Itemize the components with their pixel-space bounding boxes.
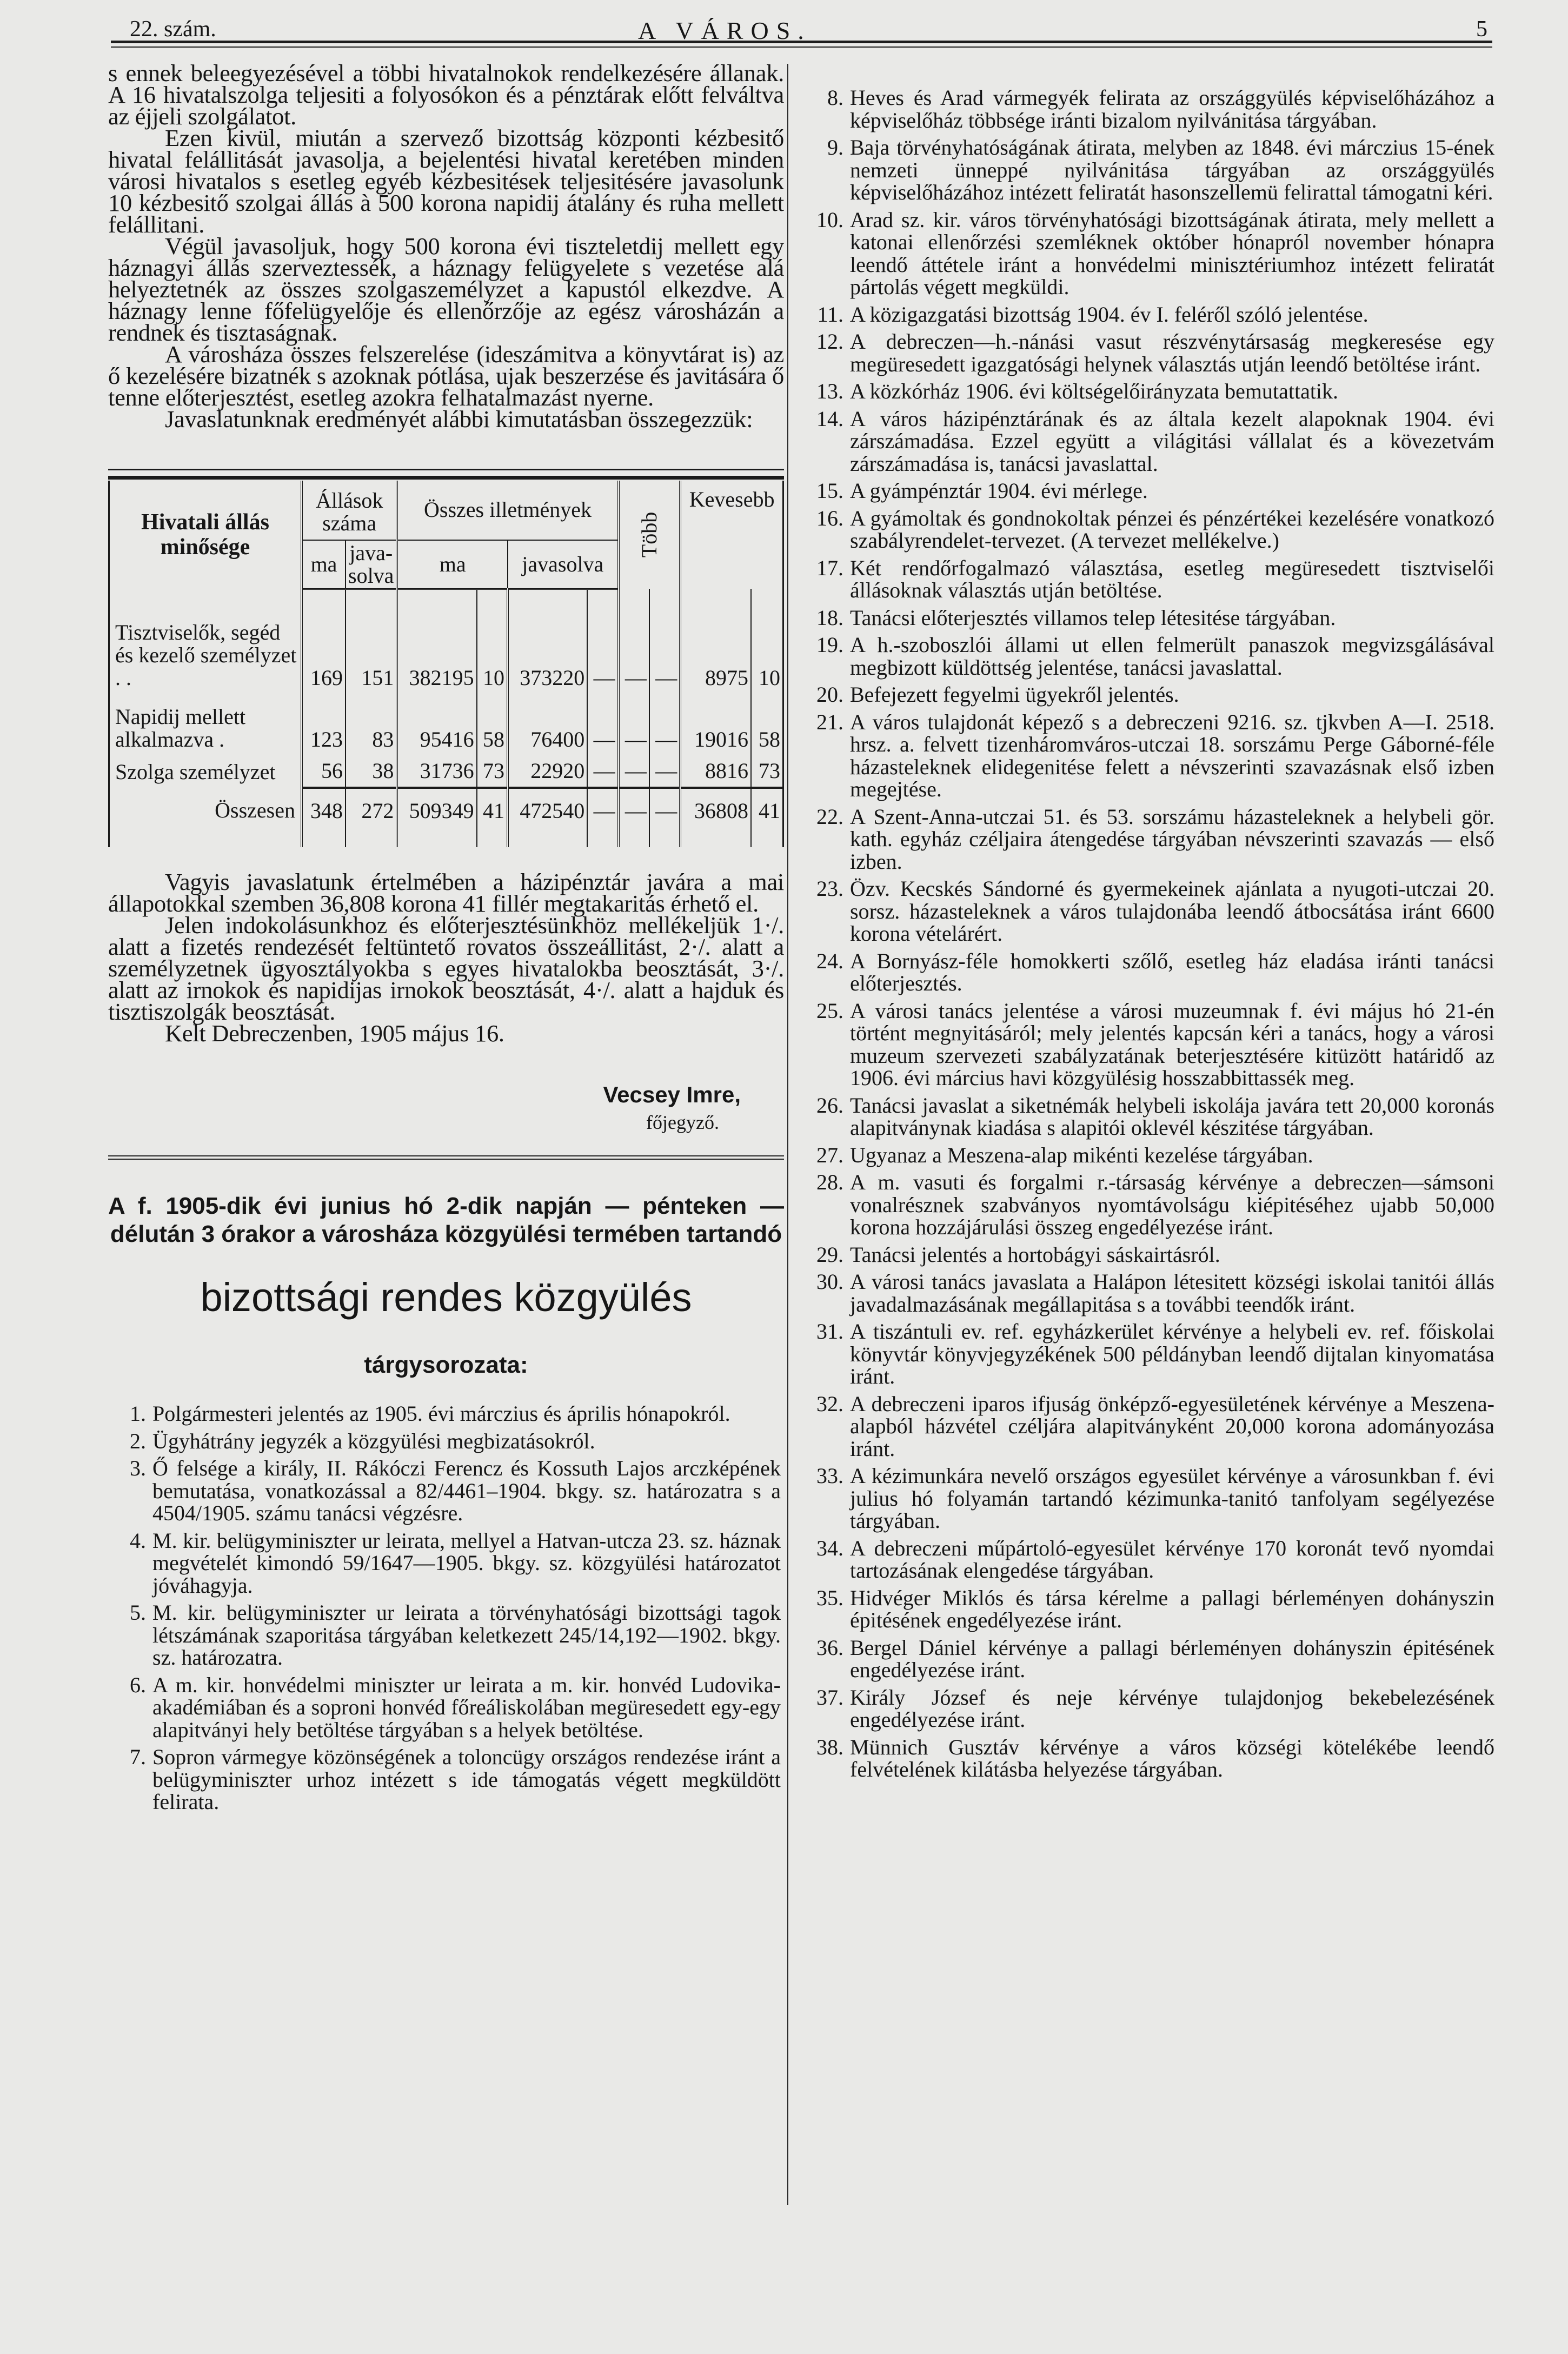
agenda-item	[800, 1537, 1498, 1582]
agenda-text: Ő felsége a király, II. Rákóczi Ferencz és Kossuth Lajos arczképének bemutatása, vonatkozással a 82/4461–1904. bkgy. sz. határozatra s a 4504/1905. számu tanácsi végzésre.	[152, 1456, 781, 1525]
agenda-item	[119, 1430, 784, 1453]
agenda-text: A közkórház 1906. évi költségelőirányzata bemutattatik.	[850, 379, 1339, 403]
meeting-title: bizottsági rendes közgyülés	[200, 1275, 692, 1320]
agenda-text: Sopron vármegye közönségének a toloncügy országos rendezése iránt a belügyminiszter urhoz intézett s ide támogatás végett megküldött felirata.	[152, 1745, 781, 1814]
cell-salary-today-filler: 73	[477, 751, 508, 788]
cell-salary-proposed-korona: 76400	[508, 689, 587, 751]
agenda-number: 35.	[816, 1585, 843, 1610]
table-row	[109, 689, 783, 751]
cell-more-korona: —	[619, 689, 649, 751]
header-less: Kevesebb	[680, 481, 783, 589]
agenda-text: A kézimunkára nevelő országos egyesület kérvénye a városunkban f. évi julius hó folyamán tartandó kézimunka-tanitó tanfolyam segélyezése tárgyában.	[850, 1464, 1494, 1533]
table-total-row	[109, 788, 783, 847]
agenda-item	[800, 1271, 1498, 1315]
signature-name: Vecsey Imre,	[603, 1082, 741, 1107]
cell-more-filler: —	[649, 589, 680, 689]
agenda-text: Baja törvényhatóságának átirata, melyben az 1848. évi márczius 15-ének nemzeti ünneppé nyilvánitása tárgyában az országgyülés képviselőházához intézett feliratát hasonszellemü felirattal támogatni kéri.	[850, 135, 1494, 204]
agenda-number: 7.	[130, 1745, 146, 1769]
agenda-item	[119, 1746, 784, 1813]
agenda-item	[800, 1393, 1498, 1460]
cell-less-korona: 19016	[680, 689, 751, 751]
paragraph: A városháza összes felszerelése (ideszámitva a könyvtárat is) az ő kezelésére bizatnék s azoknak pótlása, ujak beszerzése és javitására ő tenne előterjesztést, esetleg azokra felhatalmazást nyerne.	[108, 341, 784, 411]
agenda-item	[800, 507, 1498, 552]
cell-pos-today: 169	[302, 589, 346, 689]
cell-less-korona: 8975	[680, 589, 751, 689]
row-label: Napidij mellett alkalmazva .	[109, 689, 302, 751]
agenda-number: 3.	[130, 1456, 146, 1480]
agenda-item	[800, 330, 1498, 375]
cell-less-filler: 73	[751, 751, 783, 788]
agenda-number: 27.	[816, 1142, 843, 1167]
agenda-text: A h.-szoboszlói állami ut ellen felmerült panaszok megvizsgálásával megbizott küldöttség jelentése, tanácsi javaslattal.	[850, 633, 1494, 680]
paragraph: Végül javasoljuk, hogy 500 korona évi tiszteletdij mellett egy háznagyi állás szerveztessék, a háznagy felügyelete s vezetése alá helyeztetnék az összes szolgaszemélyzet a kapustól elkezdve. A háznagy lenne főfelügyelője és ellenőrzője az egész városházán a rendnek és tisztaságnak.	[108, 232, 784, 346]
agenda-number: 34.	[816, 1535, 843, 1560]
agenda-number: 14.	[816, 406, 843, 431]
agenda-number: 26.	[816, 1093, 843, 1118]
row-label: Tisztviselők, segéd és kezelő személyzet . .	[109, 589, 302, 689]
cell-pos-today: 123	[302, 689, 346, 751]
agenda-text: Hidvéger Miklós és társa kérelme a pallagi bérleményen dohányszin épitésének engedélyezése iránt.	[850, 1585, 1494, 1632]
agenda-number: 30.	[816, 1269, 843, 1294]
cell-salary-today-korona: 95416	[397, 689, 476, 751]
agenda-text: Két rendőrfogalmazó választása, esetleg megüresedett tisztviselői állásoknak választás utján betöltése.	[850, 555, 1494, 602]
salary-table	[108, 469, 784, 847]
cell-less-filler: 10	[751, 589, 783, 689]
cell-salary-today-korona: 382195	[397, 589, 476, 689]
agenda-number: 23.	[816, 876, 843, 901]
agenda-item	[800, 136, 1498, 204]
cell-salary-today-filler: 10	[477, 589, 508, 689]
header-rule	[111, 41, 1492, 48]
cell-salary-proposed-korona: 22920	[508, 751, 587, 788]
agenda-text: A debreczeni iparos ifjuság önképző-egyesületének kérvénye a Meszena-alapból házvétel czéljára alapitványként 20,000 korona adományozása iránt.	[850, 1391, 1494, 1461]
agenda-item	[800, 607, 1498, 629]
header-position-type: Hivatali állás minősége	[109, 481, 302, 589]
agenda-text: A város tulajdonát képező s a debreczeni 9216. sz. tjkvben A—I. 2518. hrsz. a. felvett tizenháromváros-utczai 18. sorszámu Perge Gáborné-féle házasteleknek elidegenitése felett a névszerinti szavazásnak első izben megejtése.	[850, 709, 1494, 801]
agenda-text: Király József és neje kérvénye tulajdonjog bekebelezésének engedélyezése iránt.	[850, 1685, 1494, 1732]
agenda-text: Tanácsi jelentés a hortobágyi sáskairtásról.	[850, 1242, 1220, 1267]
subheader-positions-today: ma	[302, 540, 346, 589]
agenda-item	[119, 1402, 784, 1425]
agenda-item	[800, 634, 1498, 679]
cell-more-korona: —	[619, 589, 649, 689]
agenda-item	[800, 87, 1498, 131]
agenda-item	[119, 1457, 784, 1525]
paragraph: Ezen kivül, miután a szervező bizottság központi kézbesitő hivatal felállitását javasolja, a bejelentési hivatal keretében minden városi hivatalos s esetleg egyéb kézbesitések teljesitésére javasolunk 10 kézbesitő szolgai állás à 500 korona napidij átalány és ruha mellett felállitani.	[108, 124, 784, 238]
cell-less-filler: 58	[751, 689, 783, 751]
agenda-number: 13.	[816, 379, 843, 403]
total-more-filler: —	[649, 788, 680, 847]
paragraph: Vagyis javaslatunk értelmében a házipénztár javára a mai állapotokkal szemben 36,808 korona 41 fillér megtakaritás érhető el.	[108, 868, 784, 917]
agenda-text: A városi tanács jelentése a városi muzeumnak f. évi május hó 21-én történt megnyitásáról; mely jelentés kapcsán kéri a tanács, hogy a városi muzeum szervezeti szabályzatának beterjesztésére kitüzött határidő az 1906. évi március havi közgyülésig hosszabbittassék meg.	[850, 998, 1494, 1090]
agenda-list-left	[108, 1402, 784, 1813]
agenda-item	[800, 877, 1498, 945]
agenda-list-right	[800, 87, 1498, 1781]
agenda-item	[800, 1000, 1498, 1089]
cell-more-filler: —	[649, 751, 680, 788]
agenda-item	[800, 1320, 1498, 1388]
cell-less-korona: 8816	[680, 751, 751, 788]
agenda-number: 33.	[816, 1464, 843, 1488]
column-divider	[787, 64, 788, 2205]
agenda-number: 8.	[827, 85, 843, 110]
agenda-number: 25.	[816, 998, 843, 1023]
cell-salary-proposed-korona: 373220	[508, 589, 587, 689]
agenda-item	[119, 1530, 784, 1597]
cell-more-korona: —	[619, 751, 649, 788]
table-header-row	[109, 481, 783, 540]
agenda-text: A Szent-Anna-utczai 51. és 53. sorszámu házasteleknek a helybeli gör. kath. egyház czéljaira átengedése tárgyában névszerinti szavazás — első izben.	[850, 804, 1494, 874]
subheader-salary-today: ma	[397, 540, 508, 589]
agenda-text: Arad sz. kir. város törvényhatósági bizottságának átirata, mely mellett a katonai ellenőrzési szemléknek október hónapról november hónapra leendő áttétele iránt a honvédelmi minisztériumhoz intézett feliratát pártolás végett megküldi.	[850, 207, 1494, 299]
agenda-item	[119, 1674, 784, 1741]
header-more	[619, 481, 681, 589]
agenda-number: 29.	[816, 1242, 843, 1267]
total-salary-proposed-filler: —	[587, 788, 618, 847]
agenda-number: 38.	[816, 1734, 843, 1759]
agenda-heading: tárgysorozata:	[364, 1352, 528, 1378]
agenda-item	[800, 1465, 1498, 1532]
header-total-salaries: Összes illetmények	[397, 481, 618, 540]
subheader-positions-proposed: java-solva	[346, 540, 397, 589]
paragraph: s ennek beleegyezésével a többi hivatalnokok rendelkezésére állanak. A 16 hivatalszolga teljesiti a folyosókon és a pénztárak előtt felváltva az éjjeli szolgálatot.	[108, 59, 784, 130]
agenda-item	[800, 806, 1498, 873]
agenda-number: 5.	[130, 1600, 146, 1625]
agenda-number: 22.	[816, 804, 843, 829]
agenda-text: M. kir. belügyminiszter ur leirata a törvényhatósági bizottsági tagok létszámának szaporitása tárgyában keletkezett 245/14,192—1902. bkgy. sz. határozatra.	[152, 1600, 781, 1670]
section-separator	[108, 1155, 784, 1160]
agenda-number: 1.	[130, 1401, 146, 1426]
agenda-number: 16.	[816, 506, 843, 530]
cell-more-filler: —	[649, 689, 680, 751]
agenda-text: A gyámpénztár 1904. évi mérlege.	[850, 478, 1148, 503]
agenda-number: 10.	[816, 207, 843, 232]
agenda-item	[800, 209, 1498, 298]
row-label: Szolga személyzet	[109, 751, 302, 788]
agenda-number: 9.	[827, 135, 843, 159]
cell-salary-proposed-filler: —	[587, 751, 618, 788]
issue-number: 22. szám.	[130, 17, 216, 42]
agenda-text: Ügyhátrány jegyzék a közgyülési megbizatásokról.	[152, 1428, 595, 1453]
paragraph: Jelen indokolásunkhoz és előterjesztésünkhöz mellékeljük 1·/. alatt a fizetés rendezését feltüntető rovatos összeállitást, 2·/. alatt a személyzetnek ügyosztályokba s egyes hivatalokba beosztását, 3·/. alatt az irnokok és napidijas irnokok beosztását, 4·/. alatt a hajduk és tisztiszolgák beosztását.	[108, 912, 784, 1025]
agenda-text: Tanácsi javaslat a siketnémák helybeli iskolája javára tett 20,000 koronás alapitványnak kiadása s alapitói oklevél készitése tárgyában.	[850, 1093, 1494, 1140]
header-positions-count: Állások száma	[302, 481, 397, 540]
agenda-text: A m. kir. honvédelmi miniszter ur leirata a m. kir. honvéd Ludovika-akadémiában és a soproni honvéd főreáliskolában megüresedett egy-egy alapitványi hely betöltése tárgyában s a helyek betöltése.	[152, 1672, 781, 1742]
total-salary-proposed-korona: 472540	[508, 788, 587, 847]
agenda-text: A debreczeni műpártoló-egyesület kérvénye 170 koronát tevő nyomdai tartozásának elengedése tárgyában.	[850, 1535, 1494, 1582]
agenda-text: Heves és Arad vármegyék felirata az országgyülés képviselőházához a képviselőház többsége iránti bizalom nyilvánitása tárgyában.	[850, 85, 1494, 132]
agenda-text: A tiszántuli ev. ref. egyházkerület kérvénye a helybeli ev. ref. főiskolai könyvtár könyvjegyzékének 500 példányban leendő dijtalan kinyomatása iránt.	[850, 1319, 1494, 1388]
agenda-text: Özv. Kecskés Sándorné és gyermekeinek ajánlata a nyugoti-utczai 20. sorsz. házasteleknek a város tulajdonába leendő átbocsátása iránt 6600 korona vételárért.	[850, 876, 1494, 946]
agenda-number: 36.	[816, 1635, 843, 1660]
agenda-number: 2.	[130, 1428, 146, 1453]
cell-pos-today: 56	[302, 751, 346, 788]
agenda-item	[800, 1587, 1498, 1632]
agenda-text: A gyámoltak és gondnokoltak pénzei és pénzértékei kezelésére vonatkozó szabályrendelet-tervezet. (A tervezet mellékelve.)	[850, 506, 1494, 553]
agenda-number: 21.	[816, 709, 843, 734]
agenda-number: 37.	[816, 1685, 843, 1710]
header-more-label: Több	[636, 511, 661, 558]
right-column	[800, 87, 1498, 1786]
agenda-item	[800, 1171, 1498, 1239]
agenda-number: 18.	[816, 605, 843, 630]
agenda-number: 4.	[130, 1528, 146, 1553]
total-salary-today-korona: 509349	[397, 788, 476, 847]
agenda-number: 20.	[816, 682, 843, 707]
agenda-item	[800, 303, 1498, 326]
journal-title: A VÁROS.	[638, 17, 812, 44]
cell-pos-proposed: 151	[346, 589, 397, 689]
agenda-number: 19.	[816, 633, 843, 657]
agenda-text: Polgármesteri jelentés az 1905. évi márczius és április hónapokról.	[152, 1401, 730, 1426]
agenda-item	[800, 408, 1498, 475]
agenda-item	[800, 480, 1498, 502]
cell-salary-today-filler: 58	[477, 689, 508, 751]
agenda-item	[800, 683, 1498, 706]
date-line: Kelt Debreczenben, 1905 május 16.	[165, 1020, 504, 1047]
agenda-text: Befejezett fegyelmi ügyekről jelentés.	[850, 682, 1179, 707]
agenda-item	[800, 1637, 1498, 1681]
agenda-text: M. kir. belügyminiszter ur leirata, mellyel a Hatvan-utcza 23. sz. háznak megvételét kimondó 59/1647—1905. bkgy. sz. közgyülési határozatot jóváhagyja.	[152, 1528, 781, 1598]
agenda-number: 15.	[816, 478, 843, 503]
cell-pos-proposed: 83	[346, 689, 397, 751]
total-less-filler: 41	[751, 788, 783, 847]
agenda-item	[800, 1686, 1498, 1731]
agenda-number: 6.	[130, 1672, 146, 1697]
left-column	[108, 59, 784, 1818]
agenda-text: Bergel Dániel kérvénye a pallagi bérleményen dohányszin épitésének engedélyezése iránt.	[850, 1635, 1494, 1682]
meeting-notice: A f. 1905-dik évi junius hó 2-dik napján — pénteken — délután 3 órakor a városháza közgyülési termében tartandó	[108, 1193, 784, 1247]
total-salary-today-filler: 41	[477, 788, 508, 847]
agenda-item	[800, 380, 1498, 403]
agenda-item	[119, 1601, 784, 1669]
total-more-korona: —	[619, 788, 649, 847]
total-less-korona: 36808	[680, 788, 751, 847]
agenda-text: Münnich Gusztáv kérvénye a város községi kötelékébe leendő felvételének kilátásba helyezése tárgyában.	[850, 1734, 1494, 1781]
agenda-text: A város házipénztárának és az általa kezelt alapoknak 1904. évi zárszámadása. Ezzel együtt a világitási vállalat és a kövezetvám zárszámadása is, tanácsi javaslattal.	[850, 406, 1494, 476]
agenda-number: 17.	[816, 555, 843, 580]
agenda-text: Ugyanaz a Meszena-alap mikénti kezelése tárgyában.	[850, 1142, 1313, 1167]
agenda-text: Tanácsi előterjesztés villamos telep létesitése tárgyában.	[850, 605, 1336, 630]
agenda-text: A m. vasuti és forgalmi r.-társaság kérvénye a debreczen—sámsoni vonalrésznek szabványos nyomtávolságu kiépitéséhez ujabb 50,000 korona hozzájárulási összeg engedélyezése iránt.	[850, 1170, 1494, 1239]
total-label: Összesen	[109, 788, 302, 847]
cell-pos-proposed: 38	[346, 751, 397, 788]
agenda-item	[800, 1736, 1498, 1781]
table-top-rule	[108, 469, 784, 480]
agenda-text: A városi tanács javaslata a Halápon létesitett községi iskolai tanitói állás javadalmazásának megállapitása s a további teendők iránt.	[850, 1269, 1494, 1316]
agenda-text: A közigazgatási bizottság 1904. év I. feléről szóló jelentése.	[850, 302, 1368, 327]
total-pos-proposed: 272	[346, 788, 397, 847]
subheader-salary-proposed: javasolva	[508, 540, 619, 589]
agenda-number: 31.	[816, 1319, 843, 1344]
table-row	[109, 589, 783, 689]
agenda-item	[800, 711, 1498, 801]
agenda-text: A Bornyász-féle homokkerti szőlő, esetleg ház eladása iránti tanácsi előterjesztés.	[850, 948, 1494, 995]
agenda-item	[800, 1144, 1498, 1167]
cell-salary-today-korona: 31736	[397, 751, 476, 788]
agenda-item	[800, 1244, 1498, 1266]
agenda-item	[800, 950, 1498, 995]
agenda-item	[800, 557, 1498, 602]
agenda-number: 11.	[817, 302, 843, 327]
cell-salary-proposed-filler: —	[587, 589, 618, 689]
total-pos-today: 348	[302, 788, 346, 847]
signature-title: főjegyző.	[646, 1112, 719, 1133]
agenda-number: 12.	[816, 329, 843, 354]
page-number: 5	[1476, 17, 1487, 42]
paragraph: Javaslatunknak eredményét alábbi kimutatásban összegezzük:	[165, 405, 753, 433]
agenda-text: A debreczen—h.-nánási vasut részvénytársaság megkeresése egy megüresedett igazgatósági helynek választás utján leendő betöltése iránt.	[850, 329, 1494, 376]
agenda-number: 28.	[816, 1170, 843, 1194]
cell-salary-proposed-filler: —	[587, 689, 618, 751]
agenda-number: 32.	[816, 1391, 843, 1416]
agenda-number: 24.	[816, 948, 843, 973]
agenda-item	[800, 1094, 1498, 1139]
table-row	[109, 751, 783, 788]
